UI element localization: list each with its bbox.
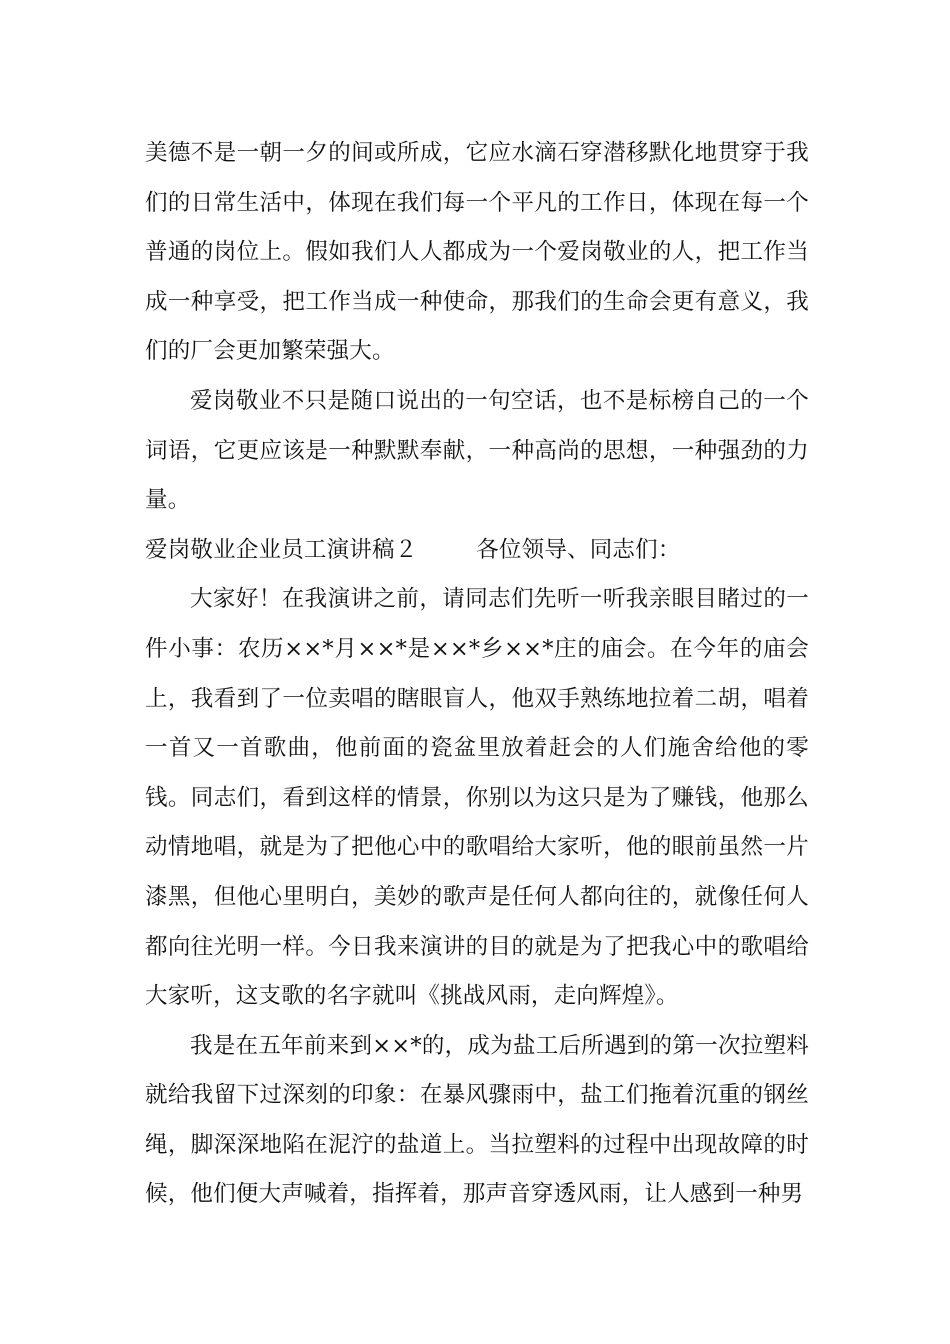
document-body [145, 129, 809, 1220]
speech-greeting: 各位领导、同志们： [476, 536, 681, 563]
paragraph-3: 大家好！在我演讲之前，请同志们先听一听我亲眼目睹过的一件小事：农历××*月××*是××*乡××*庄的庙会。在今年的庙会上，我看到了一位卖唱的瞎眼盲人，他双手熟练地拉着二胡，唱着一首又一首歌曲，他前面的瓷盆里放着赶会的人们施舍给他的零钱。同志们，看到这样的情景，你别以为这只是为了赚钱，他那么动情地唱，就是为了把他心中的歌唱给大家听，他的眼前虽然一片漆黑，但他心里明白，美妙的歌声是任何人都向往的，就像任何人都向往光明一样。今日我来演讲的目的就是为了把我心中的歌唱给大家听，这支歌的名字就叫《挑战风雨，走向辉煌》。 [145, 586, 809, 1010]
paragraph-2: 爱岗敬业不只是随口说出的一句空话，也不是标榜自己的一个词语，它更应该是一种默默奉献，一种高尚的思想，一种强劲的力量。 [145, 387, 809, 514]
paragraph-1: 美德不是一朝一夕的间或所成，它应水滴石穿潜移默化地贯穿于我们的日常生活中，体现在我们每一个平凡的工作日，体现在每一个普通的岗位上。假如我们人人都成为一个爱岗敬业的人，把工作当成一种享受，把工作当成一种使命，那我们的生命会更有意义，我们的厂会更加繁荣强大。 [145, 140, 809, 365]
paragraph-4: 我是在五年前来到××*的，成为盐工后所遇到的第一次拉塑料就给我留下过深刻的印象：在暴风骤雨中，盐工们拖着沉重的钢丝绳，脚深深地陷在泥泞的盐道上。当拉塑料的过程中出现故障的时候，他们便大声喊着，指挥着，那声音穿透风雨，让人感到一种男 [145, 1032, 809, 1208]
speech-heading [145, 526, 809, 576]
speech-title: 爱岗敬业企业员工演讲稿２ [145, 536, 418, 563]
